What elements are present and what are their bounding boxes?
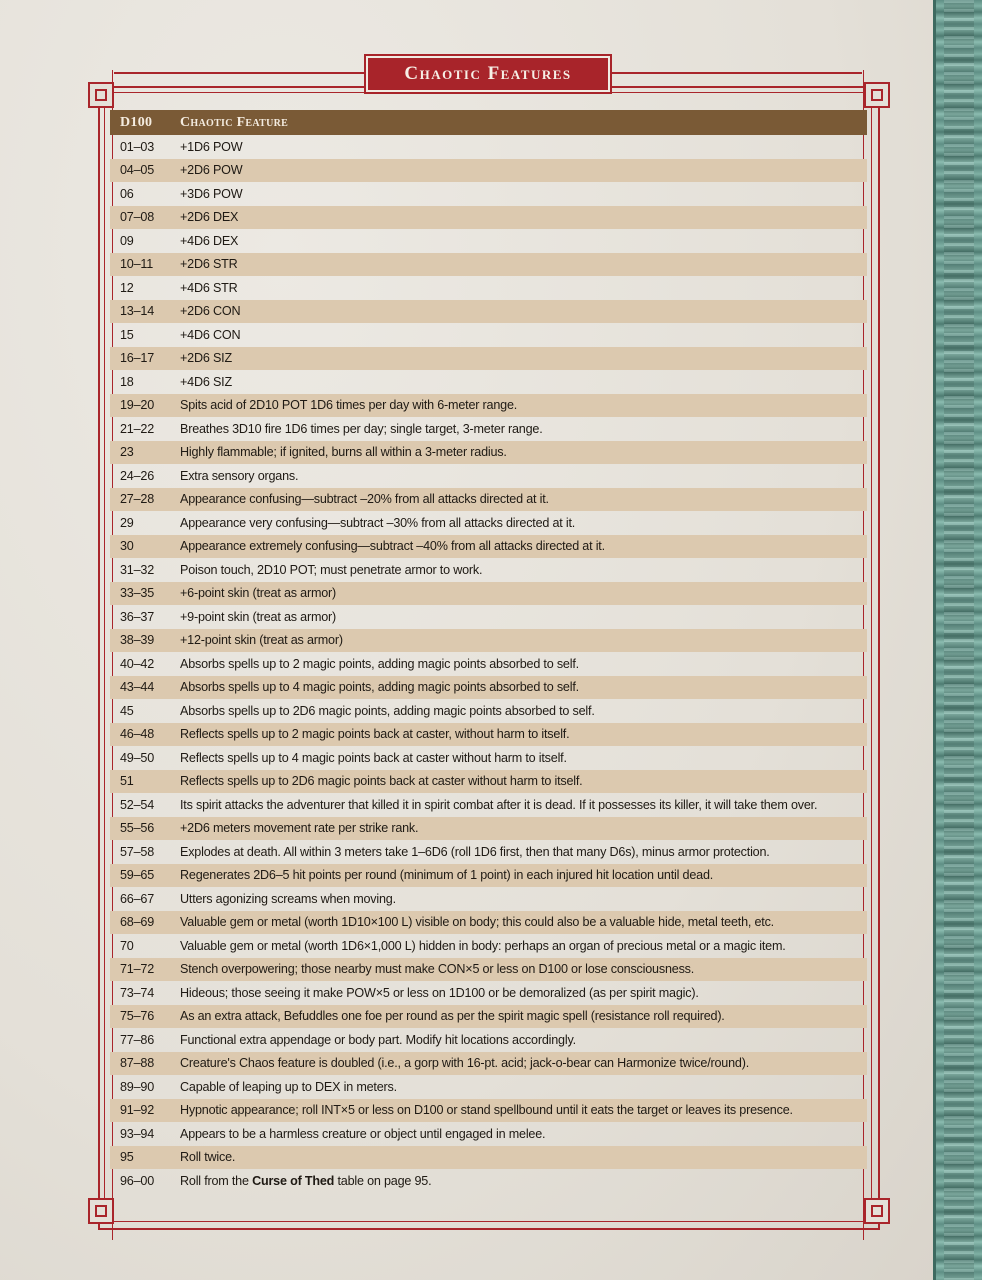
- row-feature: Hypnotic appearance; roll INT×5 or less on D100 or stand spellbound until it eats the target or leaves its presence.: [180, 1103, 793, 1118]
- table-row: [110, 1005, 867, 1029]
- banner-rule-right: [612, 72, 862, 74]
- header-feature: Chaotic Feature: [180, 114, 289, 130]
- table-row: [110, 1075, 867, 1099]
- table-row: [110, 511, 867, 535]
- row-feature: Appearance extremely confusing—subtract –40% from all attacks directed at it.: [180, 539, 605, 554]
- table-row: [110, 464, 867, 488]
- table-row: [110, 934, 867, 958]
- row-roll: 91–92: [120, 1103, 155, 1118]
- table-row: [110, 229, 867, 253]
- table-row: [110, 276, 867, 300]
- row-feature-text: Roll from the: [180, 1173, 253, 1188]
- table-row: [110, 793, 867, 817]
- row-roll: 30: [120, 539, 134, 554]
- row-feature: As an extra attack, Befuddles one foe per round as per the spirit magic spell (resistance roll required).: [180, 1009, 725, 1024]
- table-row: [110, 1028, 867, 1052]
- row-feature: Valuable gem or metal (worth 1D10×100 L) visible on body; this could also be a valuable hide, metal teeth, etc.: [180, 915, 774, 930]
- row-roll: 68–69: [120, 915, 155, 930]
- table-row: [110, 1122, 867, 1146]
- table-row: [110, 159, 867, 183]
- row-feature: Reflects spells up to 4 magic points back at caster without harm to itself.: [180, 750, 567, 765]
- row-feature: Its spirit attacks the adventurer that killed it in spirit combat after it is dead. If it possesses its killer, it will take them over.: [180, 797, 818, 812]
- row-feature: Utters agonizing screams when moving.: [180, 891, 396, 906]
- frame-corner-ornament: [88, 1198, 114, 1224]
- row-feature: Regenerates 2D6–5 hit points per round (minimum of 1 point) in each injured hit location until dead.: [180, 868, 714, 883]
- table-row: [110, 1052, 867, 1076]
- row-feature: +4D6 CON: [180, 327, 241, 342]
- row-roll: 07–08: [120, 210, 155, 225]
- table-row: [110, 1169, 867, 1193]
- table-row: [110, 347, 867, 371]
- row-roll: 06: [120, 186, 134, 201]
- row-feature: +4D6 SIZ: [180, 374, 232, 389]
- row-roll: 66–67: [120, 891, 155, 906]
- table-row: [110, 676, 867, 700]
- row-feature: +6-point skin (treat as armor): [180, 586, 337, 601]
- row-feature: Reflects spells up to 2 magic points back at caster, without harm to itself.: [180, 727, 570, 742]
- row-roll: 21–22: [120, 421, 155, 436]
- row-feature: Capable of leaping up to DEX in meters.: [180, 1079, 397, 1094]
- banner-rule-left: [114, 72, 364, 74]
- table-row: [110, 746, 867, 770]
- row-feature: Spits acid of 2D10 POT 1D6 times per day with 6-meter range.: [180, 398, 518, 413]
- row-feature: [180, 1174, 867, 1188]
- row-feature: Absorbs spells up to 2D6 magic points, adding magic points absorbed to self.: [180, 703, 595, 718]
- row-feature: +2D6 DEX: [180, 210, 239, 225]
- row-roll: 29: [120, 515, 134, 530]
- row-feature: +2D6 STR: [180, 257, 238, 272]
- row-feature: Valuable gem or metal (worth 1D6×1,000 L) hidden in body: perhaps an organ of precious metal or a magic item.: [180, 938, 786, 953]
- row-feature: +2D6 CON: [180, 304, 241, 319]
- row-roll: 33–35: [120, 586, 155, 601]
- row-feature: Extra sensory organs.: [180, 468, 299, 483]
- row-roll: 59–65: [120, 868, 155, 883]
- row-feature: Appearance very confusing—subtract –30% from all attacks directed at it.: [180, 515, 576, 530]
- row-feature: +12-point skin (treat as armor): [180, 633, 343, 648]
- table-row: [110, 958, 867, 982]
- table-row: [110, 1099, 867, 1123]
- row-feature: +2D6 SIZ: [180, 351, 232, 366]
- table-row: [110, 817, 867, 841]
- row-roll: 31–32: [120, 562, 155, 577]
- row-feature: +9-point skin (treat as armor): [180, 609, 337, 624]
- row-roll: 10–11: [120, 257, 154, 272]
- table-row: [110, 605, 867, 629]
- row-feature: +1D6 POW: [180, 139, 243, 154]
- table-row: [110, 300, 867, 324]
- row-roll: 24–26: [120, 468, 155, 483]
- row-roll: 18: [120, 374, 134, 389]
- table-row: [110, 840, 867, 864]
- row-roll: 15: [120, 327, 134, 342]
- table-row: [110, 911, 867, 935]
- table-row: [110, 558, 867, 582]
- row-roll: 93–94: [120, 1126, 155, 1141]
- row-feature: Stench overpowering; those nearby must make CON×5 or less on D100 or lose consciousness.: [180, 962, 695, 977]
- row-feature: Absorbs spells up to 4 magic points, adding magic points absorbed to self.: [180, 680, 579, 695]
- table-row: [110, 582, 867, 606]
- row-feature: +4D6 STR: [180, 280, 238, 295]
- row-roll: 40–42: [120, 656, 155, 671]
- table-row: [110, 535, 867, 559]
- row-roll: 52–54: [120, 797, 155, 812]
- row-roll: 51: [120, 774, 134, 789]
- table-row: [110, 417, 867, 441]
- curse-of-thed-reference: Curse of Thed: [252, 1173, 335, 1188]
- page-title: Chaotic Features: [366, 56, 610, 92]
- table-row: [110, 864, 867, 888]
- table-row: [110, 323, 867, 347]
- ornamental-side-border: [933, 0, 982, 1280]
- row-feature: Hideous; those seeing it make POW×5 or less on 1D100 or be demoralized (as per spirit magic).: [180, 985, 699, 1000]
- row-roll: 09: [120, 233, 134, 248]
- table-row: [110, 652, 867, 676]
- row-feature: Poison touch, 2D10 POT; must penetrate armor to work.: [180, 562, 483, 577]
- row-feature: Highly flammable; if ignited, burns all within a 3-meter radius.: [180, 445, 507, 460]
- row-roll: 04–05: [120, 163, 155, 178]
- row-feature: Functional extra appendage or body part. Modify hit locations accordingly.: [180, 1032, 576, 1047]
- row-roll: 23: [120, 445, 134, 460]
- row-roll: 96–00: [120, 1173, 155, 1188]
- row-roll: 38–39: [120, 633, 155, 648]
- row-roll: 55–56: [120, 821, 155, 836]
- table-row: [110, 441, 867, 465]
- row-feature: Creature's Chaos feature is doubled (i.e., a gorp with 16-pt. acid; jack-o-bear can Harmonize twice/round).: [180, 1056, 749, 1071]
- row-roll: 43–44: [120, 680, 155, 695]
- row-roll: 01–03: [120, 139, 155, 154]
- row-feature: Absorbs spells up to 2 magic points, adding magic points absorbed to self.: [180, 656, 579, 671]
- table-row: [110, 699, 867, 723]
- frame-corner-ornament: [864, 1198, 890, 1224]
- table-row: [110, 135, 867, 159]
- table-row: [110, 488, 867, 512]
- row-feature-text: table on page 95.: [334, 1173, 432, 1188]
- table-row: [110, 206, 867, 230]
- frame-corner-ornament: [88, 82, 114, 108]
- table-row: [110, 253, 867, 277]
- table-row: [110, 981, 867, 1005]
- table-row: [110, 394, 867, 418]
- row-roll: 89–90: [120, 1079, 155, 1094]
- row-roll: 75–76: [120, 1009, 155, 1024]
- row-roll: 12: [120, 280, 134, 295]
- row-feature: Appearance confusing—subtract –20% from all attacks directed at it.: [180, 492, 549, 507]
- row-roll: 73–74: [120, 985, 155, 1000]
- row-roll: 46–48: [120, 727, 155, 742]
- table-row: [110, 723, 867, 747]
- table-row: [110, 182, 867, 206]
- table-row: [110, 370, 867, 394]
- row-roll: 87–88: [120, 1056, 155, 1071]
- row-feature: +3D6 POW: [180, 186, 243, 201]
- row-roll: 16–17: [120, 351, 155, 366]
- table-body: [110, 135, 867, 1169]
- row-roll: 70: [120, 938, 134, 953]
- table-row: [110, 629, 867, 653]
- table-header: [110, 110, 867, 135]
- table-row: [110, 887, 867, 911]
- row-roll: 95: [120, 1150, 134, 1165]
- row-roll: 57–58: [120, 844, 155, 859]
- row-roll: 49–50: [120, 750, 155, 765]
- row-feature: Breathes 3D10 fire 1D6 times per day; single target, 3-meter range.: [180, 421, 543, 436]
- header-roll: D100: [120, 114, 153, 130]
- row-feature: Explodes at death. All within 3 meters take 1–6D6 (roll 1D6 first, then that many D6s), minus armor protection.: [180, 844, 770, 859]
- row-roll: 27–28: [120, 492, 155, 507]
- row-feature: +4D6 DEX: [180, 233, 239, 248]
- table-row: [110, 770, 867, 794]
- row-feature: Reflects spells up to 2D6 magic points back at caster without harm to itself.: [180, 774, 583, 789]
- row-roll: 45: [120, 703, 134, 718]
- row-feature: +2D6 POW: [180, 163, 243, 178]
- row-feature: +2D6 meters movement rate per strike rank.: [180, 821, 419, 836]
- row-roll: 13–14: [120, 304, 155, 319]
- frame-corner-ornament: [864, 82, 890, 108]
- row-roll: 77–86: [120, 1032, 155, 1047]
- chaotic-features-table: [110, 110, 867, 1193]
- row-roll: 71–72: [120, 962, 155, 977]
- row-roll: 19–20: [120, 398, 155, 413]
- row-roll: 36–37: [120, 609, 155, 624]
- row-feature: Roll twice.: [180, 1150, 236, 1165]
- row-feature: Appears to be a harmless creature or object until engaged in melee.: [180, 1126, 546, 1141]
- table-row: [110, 1146, 867, 1170]
